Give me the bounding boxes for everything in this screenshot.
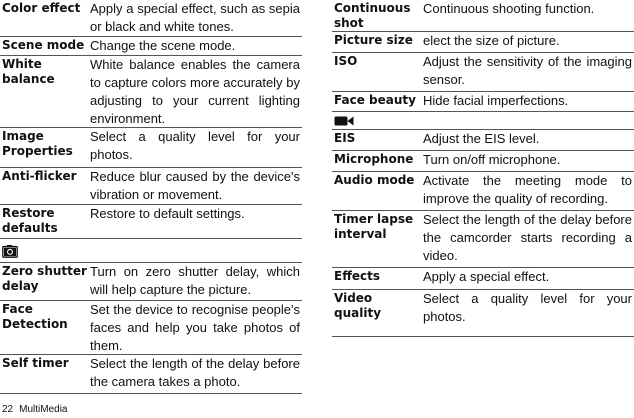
setting-description: Hide facial imperfections. <box>423 93 569 108</box>
setting-row-zero-shutter-delay <box>0 263 302 301</box>
setting-description: Apply a special effect, such as sepia or black and white tones. <box>90 1 300 34</box>
setting-term: Picture size <box>334 33 413 47</box>
setting-row-anti-flicker <box>0 168 302 205</box>
setting-row-scene-mode <box>0 37 302 56</box>
setting-term: Scene mode <box>2 38 85 52</box>
setting-term: Video quality <box>334 291 382 320</box>
setting-row-video-quality <box>332 290 634 337</box>
setting-description: Set the device to recognise people's faces and help you take photos of them. <box>90 302 300 353</box>
page-number: 22 <box>2 404 14 415</box>
setting-row-audio-mode <box>332 172 634 211</box>
setting-row-white-balance <box>0 56 302 128</box>
setting-term: Zero shutter delay <box>2 264 87 293</box>
setting-row-timer-lapse-interval <box>332 211 634 268</box>
setting-row-color-effect <box>0 0 302 37</box>
setting-row-image-properties <box>0 128 302 168</box>
photo-settings-heading <box>0 239 302 263</box>
camera-icon <box>2 244 18 258</box>
setting-description: Select a quality level for your photos. <box>90 129 300 162</box>
setting-term: Self timer <box>2 356 69 370</box>
video-settings-heading <box>332 112 634 130</box>
section-name: MultiMedia <box>19 404 68 415</box>
setting-term: Anti-flicker <box>2 169 77 183</box>
setting-term: Audio mode <box>334 173 415 187</box>
setting-row-self-timer <box>0 355 302 394</box>
setting-description: Select a quality level for your photos. <box>423 291 632 324</box>
left-column <box>0 0 302 394</box>
setting-description: White balance enables the camera to capture colors more accurately by adjusting to your current lighting environment. <box>90 57 300 126</box>
setting-row-iso <box>332 53 634 92</box>
setting-term: White balance <box>2 57 55 86</box>
setting-row-eis <box>332 130 634 151</box>
setting-term: Timer lapse interval <box>334 212 414 241</box>
setting-description: Restore to default settings. <box>90 206 245 221</box>
setting-term: EIS <box>334 131 356 145</box>
video-camera-icon <box>334 115 354 127</box>
setting-description: elect the size of picture. <box>423 33 560 48</box>
setting-description: Select the length of the delay before the camcorder starts recording a video. <box>423 212 632 263</box>
setting-description: Turn on zero shutter delay, which will help capture the picture. <box>90 264 300 297</box>
setting-description: Change the scene mode. <box>90 38 236 53</box>
setting-description: Apply a special effect. <box>423 269 550 284</box>
setting-term: Continuous shot <box>334 1 411 30</box>
right-column <box>332 0 634 337</box>
setting-row-face-beauty <box>332 92 634 112</box>
setting-description: Reduce blur caused by the device's vibration or movement. <box>90 169 300 202</box>
setting-row-continuous-shot <box>332 0 634 32</box>
setting-row-microphone <box>332 151 634 172</box>
setting-term: Microphone <box>334 152 414 166</box>
setting-term: Image Properties <box>2 129 73 158</box>
setting-term: Face beauty <box>334 93 416 107</box>
setting-description: Select the length of the delay before the camera takes a photo. <box>90 356 300 389</box>
setting-term: Effects <box>334 269 381 283</box>
setting-term: Restore defaults <box>2 206 58 235</box>
setting-row-picture-size <box>332 32 634 53</box>
setting-description: Activate the meeting mode to improve the quality of recording. <box>423 173 632 206</box>
setting-description: Continuous shooting function. <box>423 1 595 16</box>
setting-row-effects <box>332 268 634 290</box>
setting-description: Adjust the sensitivity of the imaging sensor. <box>423 54 632 87</box>
setting-row-face-detection <box>0 301 302 355</box>
setting-term: Face Detection <box>2 302 68 331</box>
setting-term: ISO <box>334 54 358 68</box>
setting-description: Adjust the EIS level. <box>423 131 540 146</box>
setting-row-restore-defaults <box>0 205 302 239</box>
setting-description: Turn on/off microphone. <box>423 152 561 167</box>
page-footer <box>2 404 73 416</box>
setting-term: Color effect <box>2 1 81 15</box>
